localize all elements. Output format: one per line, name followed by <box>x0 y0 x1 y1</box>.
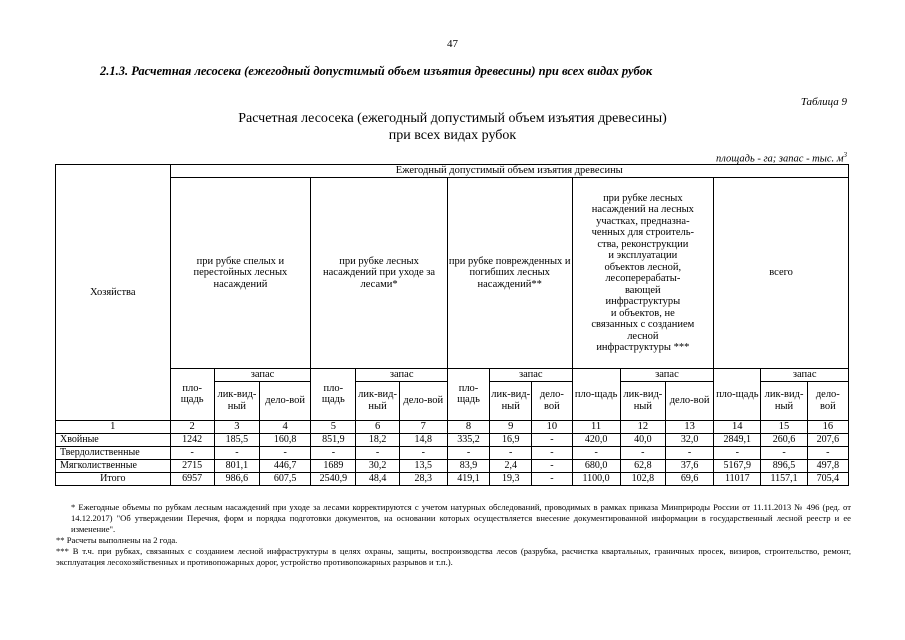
table-cell: 28,3 <box>399 472 447 485</box>
header-zapas: запас <box>490 369 572 382</box>
table-cell: 6957 <box>170 472 214 485</box>
table-body <box>56 433 849 485</box>
table-cell: 69,6 <box>665 472 713 485</box>
table-cell: - <box>665 446 713 459</box>
table-cell: 16,9 <box>490 433 532 446</box>
header-liquid: лик-вид-ный <box>761 381 807 420</box>
header-business: дело-вой <box>807 381 848 420</box>
table-cell: 497,8 <box>807 459 848 472</box>
table-label: Таблица 9 <box>800 96 847 108</box>
column-numbers-row <box>56 420 849 433</box>
table-cell: 30,2 <box>356 459 399 472</box>
column-number: 4 <box>260 420 311 433</box>
table-cell: 14,8 <box>399 433 447 446</box>
column-number: 13 <box>665 420 713 433</box>
page-number: 47 <box>447 38 458 50</box>
header-zapas: запас <box>620 369 713 382</box>
header-zapas: запас <box>356 369 447 382</box>
caption-line-2: при всех видах рубок <box>388 128 517 143</box>
table-cell: 2849,1 <box>714 433 761 446</box>
column-number: 12 <box>620 420 665 433</box>
section-title: 2.1.3. Расчетная лесосека (ежегодный допустимый объем изъятия древесины) при всех видах рубок <box>100 64 653 78</box>
table-cell: 607,5 <box>260 472 311 485</box>
column-number: 1 <box>56 420 171 433</box>
table-cell: - <box>311 446 356 459</box>
header-business: дело-вой <box>399 381 447 420</box>
column-number: 11 <box>572 420 620 433</box>
table-cell: 1100,0 <box>572 472 620 485</box>
header-liquid: лик-вид-ный <box>490 381 532 420</box>
column-number: 7 <box>399 420 447 433</box>
table-cell: 260,6 <box>761 433 807 446</box>
table-row <box>56 472 849 485</box>
header-group-4-line: ства, реконструкции <box>597 238 689 250</box>
table-cell: - <box>356 446 399 459</box>
header-group-5: всего <box>714 178 849 369</box>
footnote-1: * Ежегодные объемы по рубкам лесным насаждений при уходе за лесами корректируются с учетом натурных обследований, проводимых в рамках приказа Минприроды России от 11.11.2013 № 496 (ред. от 14.12.2017) "Об утверждении Перечня, форм и порядка подготовки документов, на основании которых осуществляется внесение документированной информации в государственный лесной реестр и ее изменение". <box>71 502 851 534</box>
header-liquid: лик-вид-ный <box>356 381 399 420</box>
table-cell: 37,6 <box>665 459 713 472</box>
footnote-3: *** В т.ч. при рубках, связанных с созданием лесной инфраструктуры в целях охраны, защиты, воспроизводства лесов (разрубка, расчистка квартальных, граничных просек, визиров, строительство, ремонт, эксплуатация лесохозяйственных и противопожарных дорог, устройство противопожарных разрывов и т.п.). <box>56 546 851 567</box>
header-group-4-line: и объектов, не <box>610 307 675 319</box>
header-area: пло-щадь <box>714 369 761 421</box>
header-farms: Хозяйства <box>56 165 171 421</box>
table-caption <box>0 110 905 144</box>
header-group-4-line: при рубке лесных <box>603 192 683 204</box>
table-cell: 335,2 <box>447 433 489 446</box>
header-group-1: при рубке спелых и перестойных лесных насаждений <box>170 178 311 369</box>
header-group-4-line: и эксплуатации <box>608 250 678 261</box>
column-number: 2 <box>170 420 214 433</box>
header-group-4-line: вающей <box>624 284 661 296</box>
table-cell: 705,4 <box>807 472 848 485</box>
table-cell: - <box>714 446 761 459</box>
table-cell: 680,0 <box>572 459 620 472</box>
column-number: 16 <box>807 420 848 433</box>
table-cell: 851,9 <box>311 433 356 446</box>
header-business: дело-вой <box>260 381 311 420</box>
table-cell: 102,8 <box>620 472 665 485</box>
table-cell: 207,6 <box>807 433 848 446</box>
header-group-4-line: инфраструктуры <box>605 296 681 307</box>
header-area: пло-щадь <box>572 369 620 421</box>
header-liquid: лик-вид-ный <box>214 381 259 420</box>
header-zapas: запас <box>761 369 849 382</box>
header-group-4-line: объектов лесной, <box>604 261 682 273</box>
header-group-4-line: инфраструктуры *** <box>596 342 690 353</box>
footnote-2: ** Расчеты выполнены на 2 года. <box>56 535 178 545</box>
table-cell: 419,1 <box>447 472 489 485</box>
logging-table <box>55 164 849 486</box>
table-cell: 446,7 <box>260 459 311 472</box>
header-area: пло-щадь <box>170 369 214 421</box>
table-cell: 420,0 <box>572 433 620 446</box>
column-number: 15 <box>761 420 807 433</box>
table-cell: 1689 <box>311 459 356 472</box>
caption-line-1: Расчетная лесосека (ежегодный допустимый объем изъятия древесины) <box>238 111 667 126</box>
table-cell: - <box>399 446 447 459</box>
units-note <box>716 151 847 165</box>
table-cell: 1242 <box>170 433 214 446</box>
header-group-4-line: ченных для строитель- <box>591 227 695 238</box>
table-cell: - <box>761 446 807 459</box>
table-cell: 896,5 <box>761 459 807 472</box>
table-cell: 1157,1 <box>761 472 807 485</box>
table-cell: 83,9 <box>447 459 489 472</box>
table-cell: - <box>572 446 620 459</box>
header-liquid: лик-вид-ный <box>620 381 665 420</box>
header-business: дело-вой <box>665 381 713 420</box>
table-cell: - <box>260 446 311 459</box>
header-group-2: при рубке лесных насаждений при уходе за лесами* <box>311 178 448 369</box>
table-cell: 5167,9 <box>714 459 761 472</box>
table-cell: 40,0 <box>620 433 665 446</box>
table-cell: 32,0 <box>665 433 713 446</box>
table-cell: 19,3 <box>490 472 532 485</box>
table-cell: 801,1 <box>214 459 259 472</box>
header-group-4-line: лесной <box>627 330 659 342</box>
header-area: пло-щадь <box>311 369 356 421</box>
header-zapas: запас <box>214 369 310 382</box>
table-cell: - <box>532 472 572 485</box>
table-cell: - <box>532 446 572 459</box>
header-area: пло-щадь <box>447 369 489 421</box>
table-row <box>56 459 849 472</box>
header-business: дело-вой <box>532 381 572 420</box>
column-number: 5 <box>311 420 356 433</box>
column-number: 6 <box>356 420 399 433</box>
row-label: Мягколиственные <box>56 459 171 472</box>
table-cell: 13,5 <box>399 459 447 472</box>
table-cell: - <box>447 446 489 459</box>
row-label: Твердолиственные <box>56 446 171 459</box>
row-label: Хвойные <box>56 433 171 446</box>
table-cell: 986,6 <box>214 472 259 485</box>
header-group-4-line: участках, предназна- <box>596 215 690 227</box>
header-group-4-line: связанных с созданием <box>591 319 695 330</box>
header-group-4-line: лесоперерабаты- <box>605 273 681 284</box>
column-number: 8 <box>447 420 489 433</box>
table-cell: - <box>620 446 665 459</box>
footnotes <box>56 502 851 568</box>
table-cell: - <box>214 446 259 459</box>
units-text: площадь - га; запас - тыс. м <box>715 153 844 165</box>
table-row <box>56 446 849 459</box>
table-cell: - <box>170 446 214 459</box>
table-cell: 62,8 <box>620 459 665 472</box>
header-group-4 <box>572 178 714 369</box>
row-label: Итого <box>56 472 171 485</box>
header-group-3: при рубке поврежденных и погибших лесных насаждений** <box>447 178 572 369</box>
table-cell: - <box>490 446 532 459</box>
header-annual: Ежегодный допустимый объем изъятия древесины <box>170 165 848 178</box>
header-group-4-line: насаждений на лесных <box>591 204 694 215</box>
table-cell: 48,4 <box>356 472 399 485</box>
column-number: 10 <box>532 420 572 433</box>
table-cell: 2715 <box>170 459 214 472</box>
units-superscript: 3 <box>843 151 847 159</box>
table-row <box>56 433 849 446</box>
column-number: 14 <box>714 420 761 433</box>
table-cell: - <box>532 459 572 472</box>
table-cell: - <box>807 446 848 459</box>
table-cell: - <box>532 433 572 446</box>
column-number: 9 <box>490 420 532 433</box>
table-cell: 18,2 <box>356 433 399 446</box>
table-cell: 160,8 <box>260 433 311 446</box>
table-cell: 2540,9 <box>311 472 356 485</box>
table-cell: 11017 <box>714 472 761 485</box>
table-cell: 2,4 <box>490 459 532 472</box>
column-number: 3 <box>214 420 259 433</box>
table-cell: 185,5 <box>214 433 259 446</box>
